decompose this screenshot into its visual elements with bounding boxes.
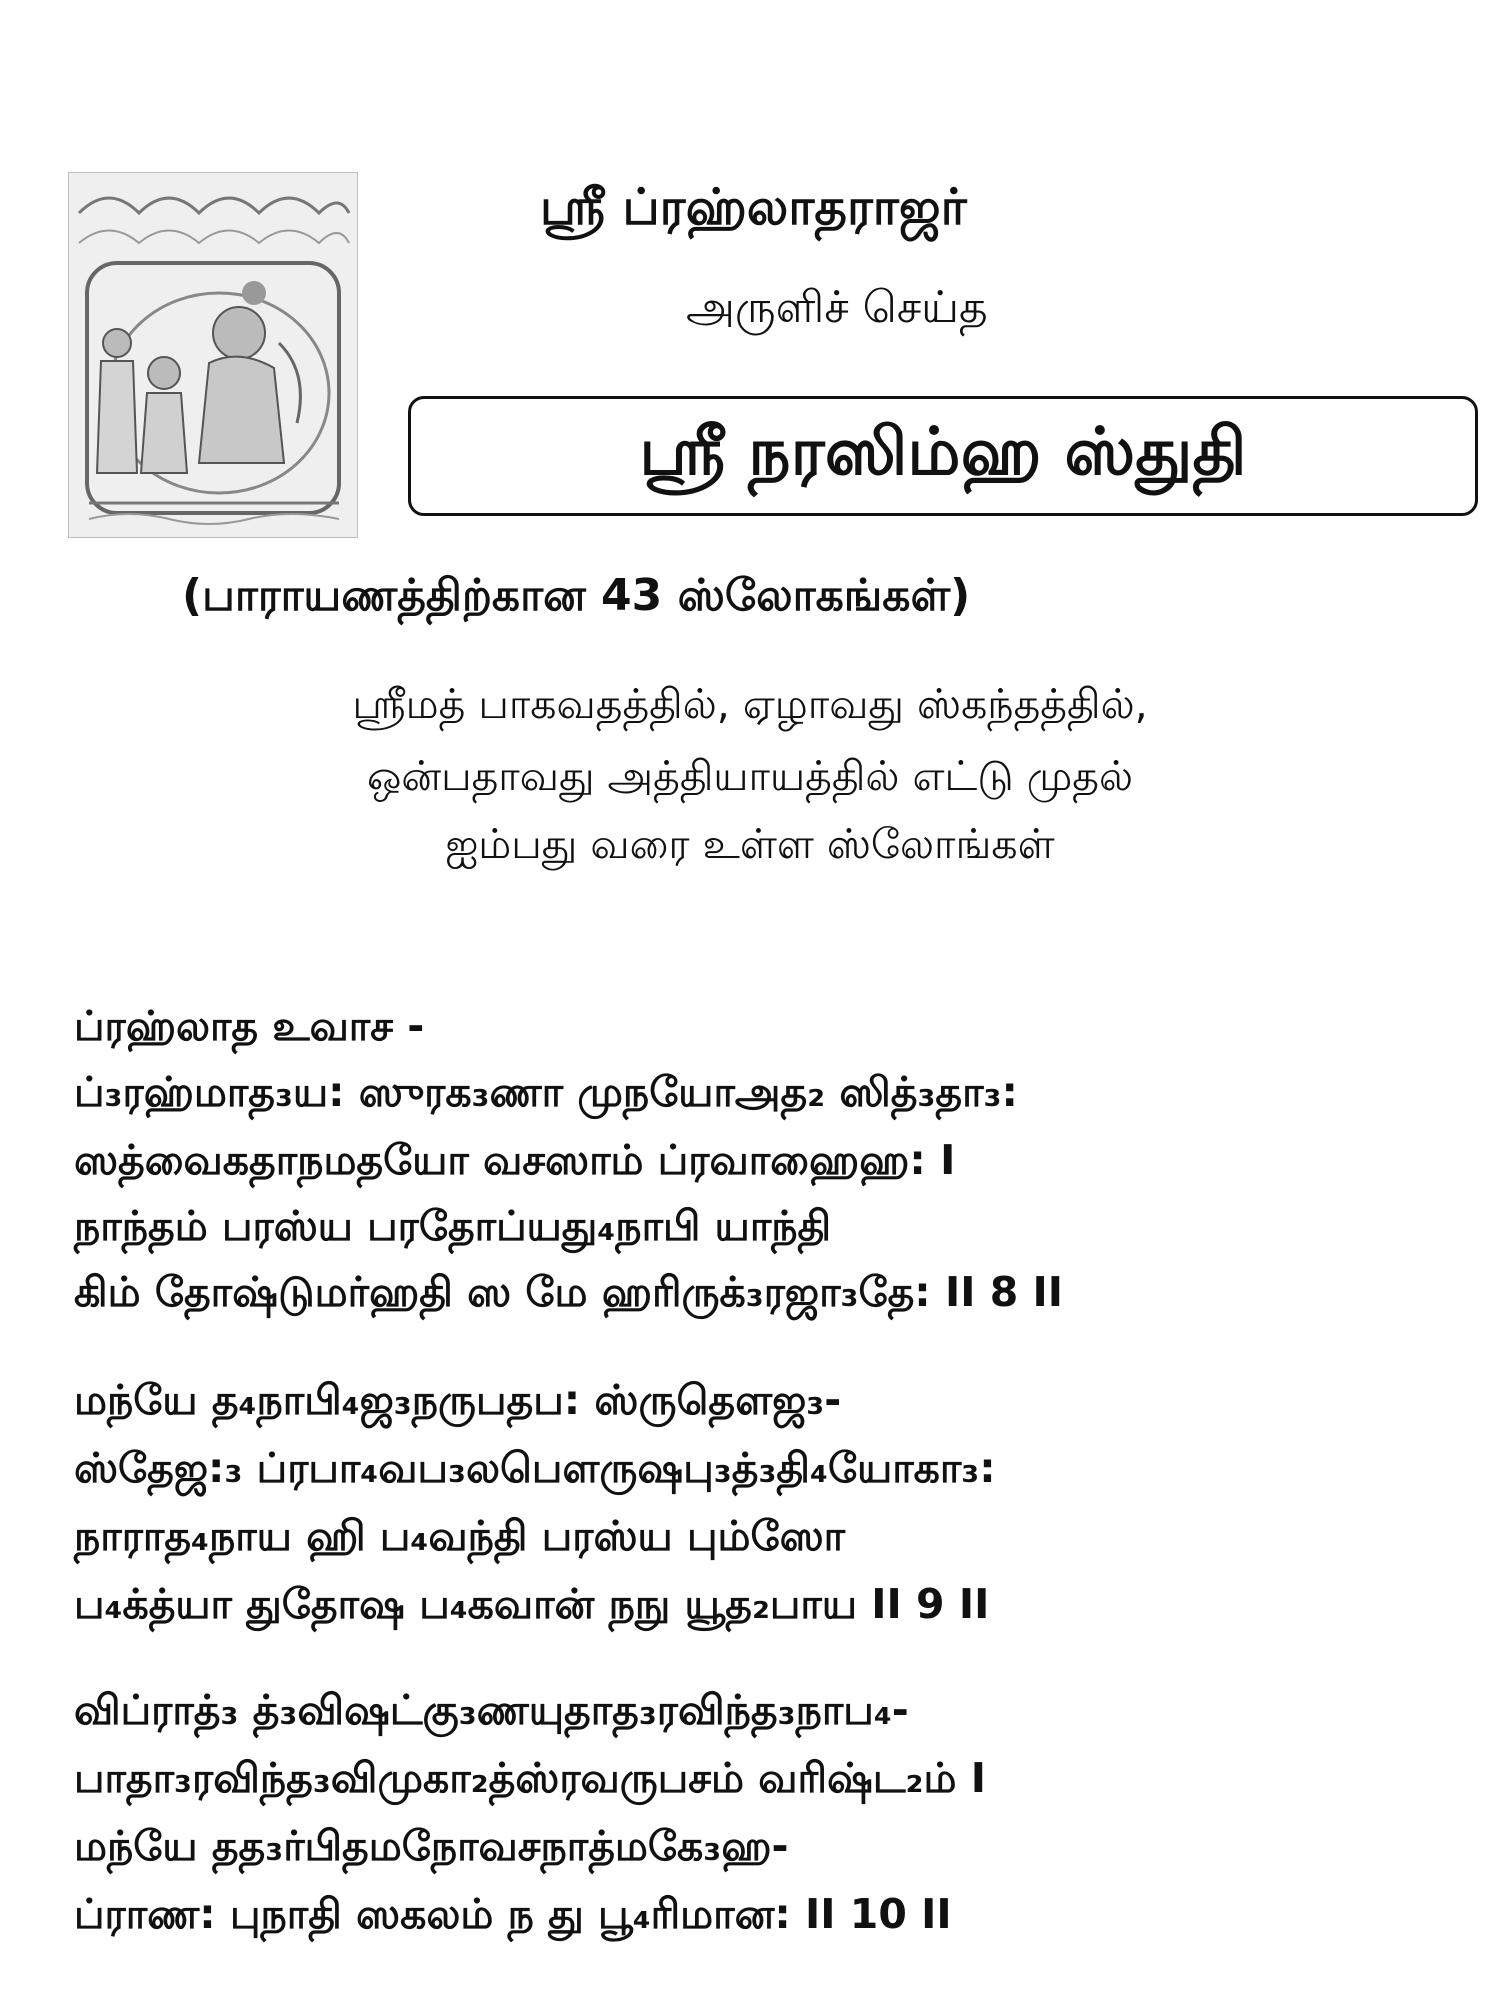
verse-line: ப்ராண: புநாதி ஸகலம் ந து பூ₄ரிமான: II 10 II bbox=[74, 1890, 952, 1938]
main-title: ஸ்ரீ நரஸிம்ஹ ஸ்துதி bbox=[639, 413, 1247, 490]
verse-line: ப₄க்த்யா துதோஷ ப₄கவான் நநு யூத₂பாய II 9 II bbox=[74, 1580, 990, 1628]
verse-line: ப்₃ரஹ்மாத₃ய: ஸுரக₃ணா முநயோஅத₂ ஸித்₃தா₃: bbox=[74, 1068, 1018, 1116]
intro-line-2: ஒன்பதாவது அத்தியாயத்தில் எட்டு முதல் bbox=[366, 752, 1134, 800]
verse-line: ஸ்தேஜ:₃ ப்ரபா₄வப₃லபௌருஷபு₃த்₃தி₄யோகா₃: bbox=[74, 1444, 996, 1492]
verse-line: பாதா₃ரவிந்த₃விமுகா₂த்ஸ்ரவருபசம் வரிஷ்ட₂ம் I bbox=[74, 1754, 986, 1802]
intro-line-3: ஐம்பது வரை உள்ள ஸ்லோங்கள் bbox=[445, 820, 1055, 868]
verse-line: மந்யே தத₃ர்பிதமநோவசநாத்மகே₃ஹ- bbox=[74, 1822, 789, 1870]
frontispiece-image bbox=[68, 172, 358, 538]
verse-line: மந்யே த₄நாபி₄ஜ₃நருபதப: ஸ்ருதௌஜ₃- bbox=[74, 1376, 842, 1424]
verse-line: கிம் தோஷ்டுமர்ஹதி ஸ மே ஹரிருக்₃ரஜா₃தே: II 8 II bbox=[74, 1268, 1064, 1316]
header-line-2: அருளிச் செய்த bbox=[686, 282, 988, 333]
verse-line: ஸத்வைகதாநமதயோ வசஸாம் ப்ரவாஹைஹ: I bbox=[74, 1136, 956, 1184]
intro-line-1: ஸ்ரீமத் பாகவதத்தில், ஏழாவது ஸ்கந்தத்தில், bbox=[352, 680, 1148, 728]
header-line-1: ஸ்ரீ ப்ரஹ்லாதராஜர் bbox=[540, 178, 967, 236]
verse-line: விப்ராத்₃ த்₃விஷட்கு₃ணயுதாத₃ரவிந்த₃நாப₄- bbox=[74, 1686, 909, 1734]
subtitle: (பாராயணத்திற்கான 43 ஸ்லோகங்கள்) bbox=[182, 570, 971, 621]
main-title-box bbox=[408, 396, 1478, 516]
verse-line: நாந்தம் பரஸ்ய பரதோப்யது₄நாபி யாந்தி bbox=[74, 1202, 832, 1250]
verse-line: நாராத₄நாய ஹி ப₄வந்தி பரஸ்ய பும்ஸோ bbox=[74, 1512, 846, 1560]
speaker-heading: ப்ரஹ்லாத உவாச - bbox=[74, 1002, 425, 1050]
